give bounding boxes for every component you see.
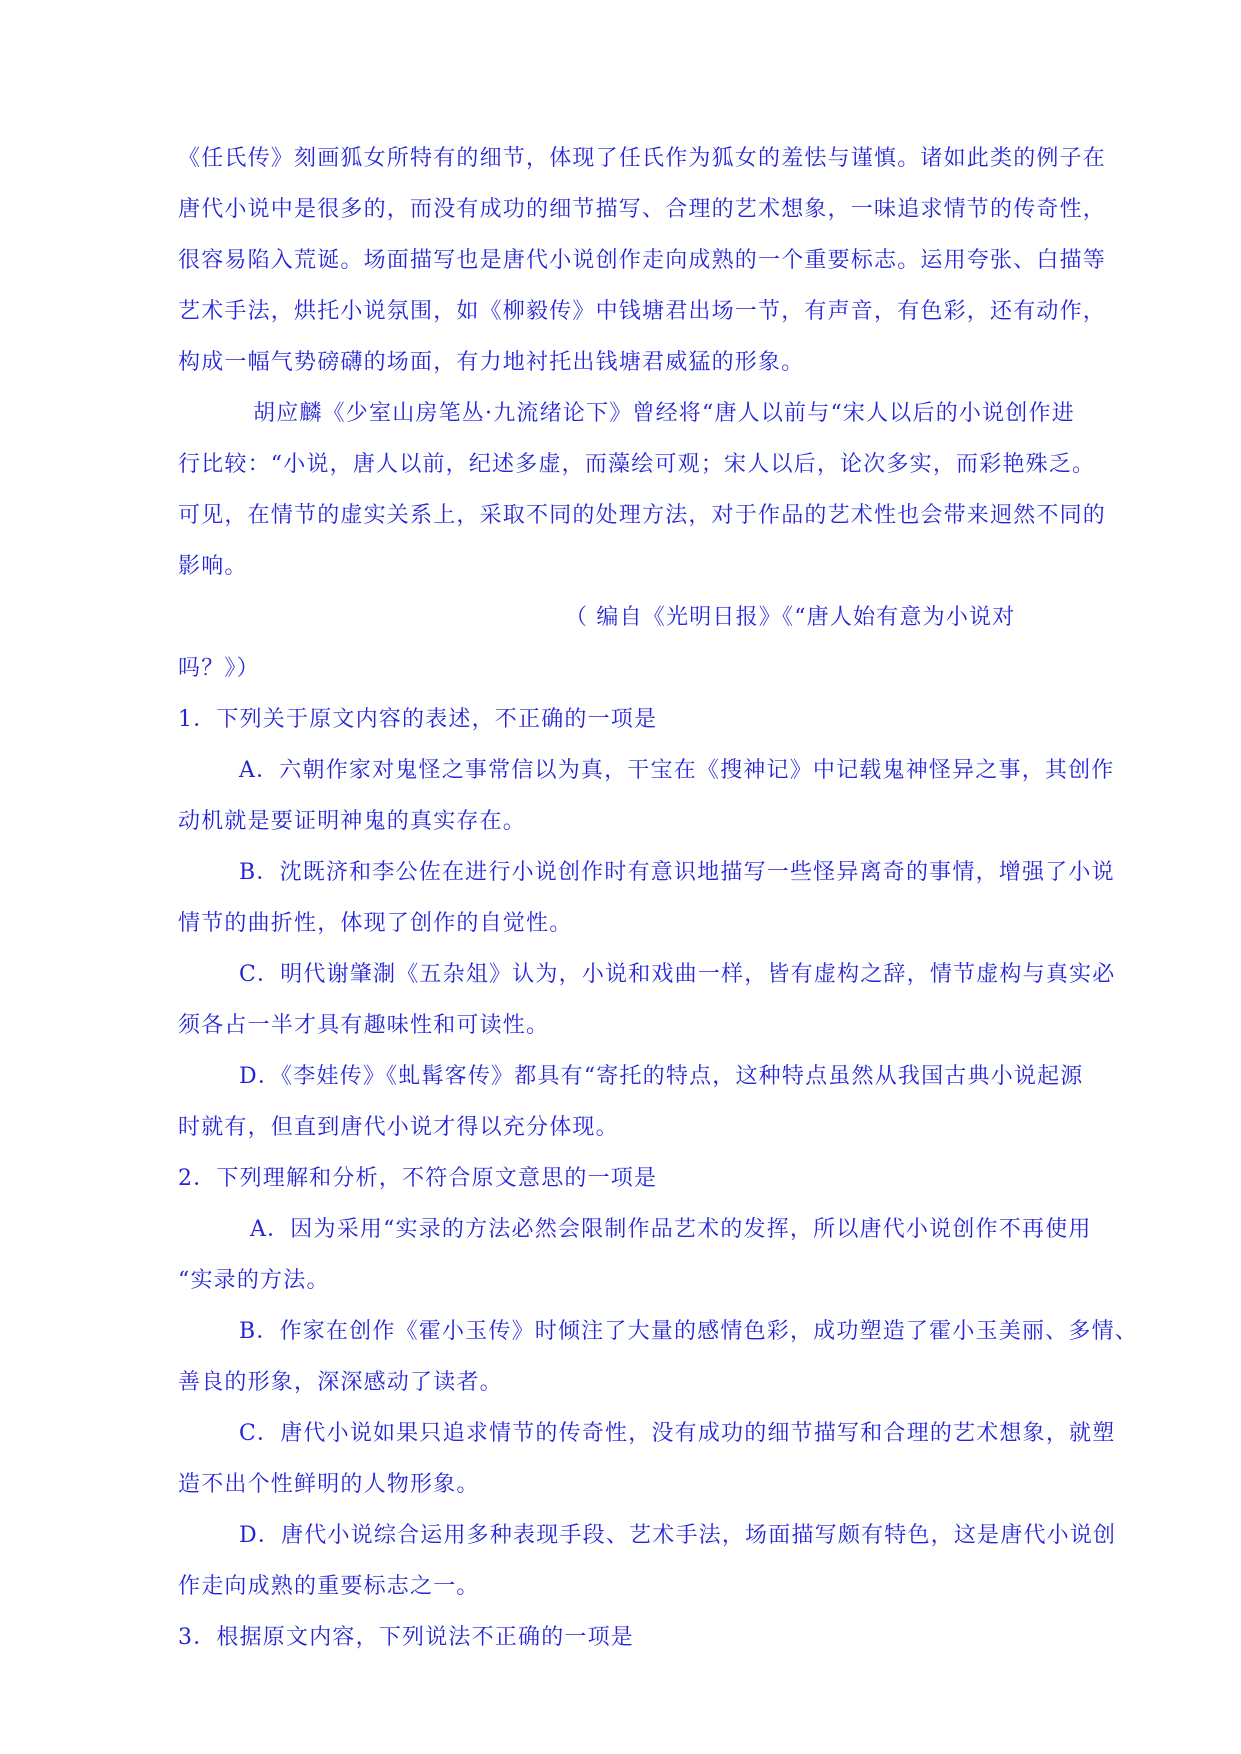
option-text: 须各占一半才具有趣味性和可读性。 — [178, 1013, 550, 1038]
question-3: 3．根据原文内容，下列说法不正确的一项是 — [178, 1625, 634, 1650]
text-line: 胡应麟《少室山房笔丛·九流绪论下》曾经将“唐人以前与“宋人以后的小说创作进 — [253, 401, 1075, 426]
source-citation: 吗？》） — [178, 656, 260, 681]
option-text: D．唐代小说综合运用多种表现手段、艺术手法，场面描写颇有特色，这是唐代小说创 — [239, 1523, 1117, 1548]
option-text: C．唐代小说如果只追求情节的传奇性，没有成功的细节描写和合理的艺术想象，就塑 — [239, 1421, 1116, 1446]
text-line: 唐代小说中是很多的，而没有成功的细节描写、合理的艺术想象，一味追求情节的传奇性， — [178, 197, 1107, 222]
text-line: 行比较：“小说，唐人以前，纪述多虚，而藻绘可观；宋人以后，论次多实，而彩艳殊乏。 — [178, 452, 1096, 477]
text-line: 艺术手法，烘托小说氛围，如《柳毅传》中钱塘君出场一节，有声音，有色彩，还有动作， — [178, 299, 1107, 324]
option-text: D．《李娃传》《虬髯客传》都具有“寄托的特点，这种特点虽然从我国古典小说起源 — [239, 1064, 1084, 1089]
option-text: 情节的曲折性，体现了创作的自觉性。 — [178, 911, 573, 936]
text-line: 可见，在情节的虚实关系上，采取不同的处理方法，对于作品的艺术性也会带来迥然不同的 — [178, 503, 1107, 528]
option-text: 动机就是要证明神鬼的真实存在。 — [178, 809, 527, 834]
question-1: 1．下列关于原文内容的表述，不正确的一项是 — [178, 707, 658, 732]
option-text: A．因为采用“实录的方法必然会限制作品艺术的发挥，所以唐代小说创作不再使用 — [250, 1217, 1092, 1242]
option-text: B．沈既济和李公佐在进行小说创作时有意识地描写一些怪异离奇的事情，增强了小说 — [239, 860, 1115, 885]
question-2: 2．下列理解和分析，不符合原文意思的一项是 — [178, 1166, 658, 1191]
option-text: B．作家在创作《霍小玉传》时倾注了大量的感情色彩，成功塑造了霍小玉美丽、多情、 — [239, 1319, 1138, 1344]
option-text: 善良的形象，深深感动了读者。 — [178, 1370, 503, 1395]
text-line: 影响。 — [178, 554, 248, 579]
option-text: 作走向成熟的重要标志之一。 — [178, 1574, 480, 1599]
source-citation: （ 编自《光明日报》《“唐人始有意为小说对 — [565, 605, 1016, 630]
option-text: 造不出个性鲜明的人物形象。 — [178, 1472, 480, 1497]
text-line: 很容易陷入荒诞。场面描写也是唐代小说创作走向成熟的一个重要标志。运用夸张、白描等 — [178, 248, 1107, 273]
option-text: C．明代谢肇淛《五杂俎》认为，小说和戏曲一样，皆有虚构之辞，情节虚构与真实必 — [239, 962, 1116, 987]
text-line: 构成一幅气势磅礴的场面，有力地衬托出钱塘君威猛的形象。 — [178, 350, 805, 375]
text-line: 《任氏传》刻画狐女所特有的细节，体现了任氏作为狐女的羞怯与谨慎。诸如此类的例子在 — [178, 146, 1107, 171]
option-text: A．六朝作家对鬼怪之事常信以为真，干宝在《搜神记》中记载鬼神怪异之事，其创作 — [239, 758, 1115, 783]
option-text: “实录的方法。 — [178, 1268, 330, 1293]
option-text: 时就有，但直到唐代小说才得以充分体现。 — [178, 1115, 619, 1140]
